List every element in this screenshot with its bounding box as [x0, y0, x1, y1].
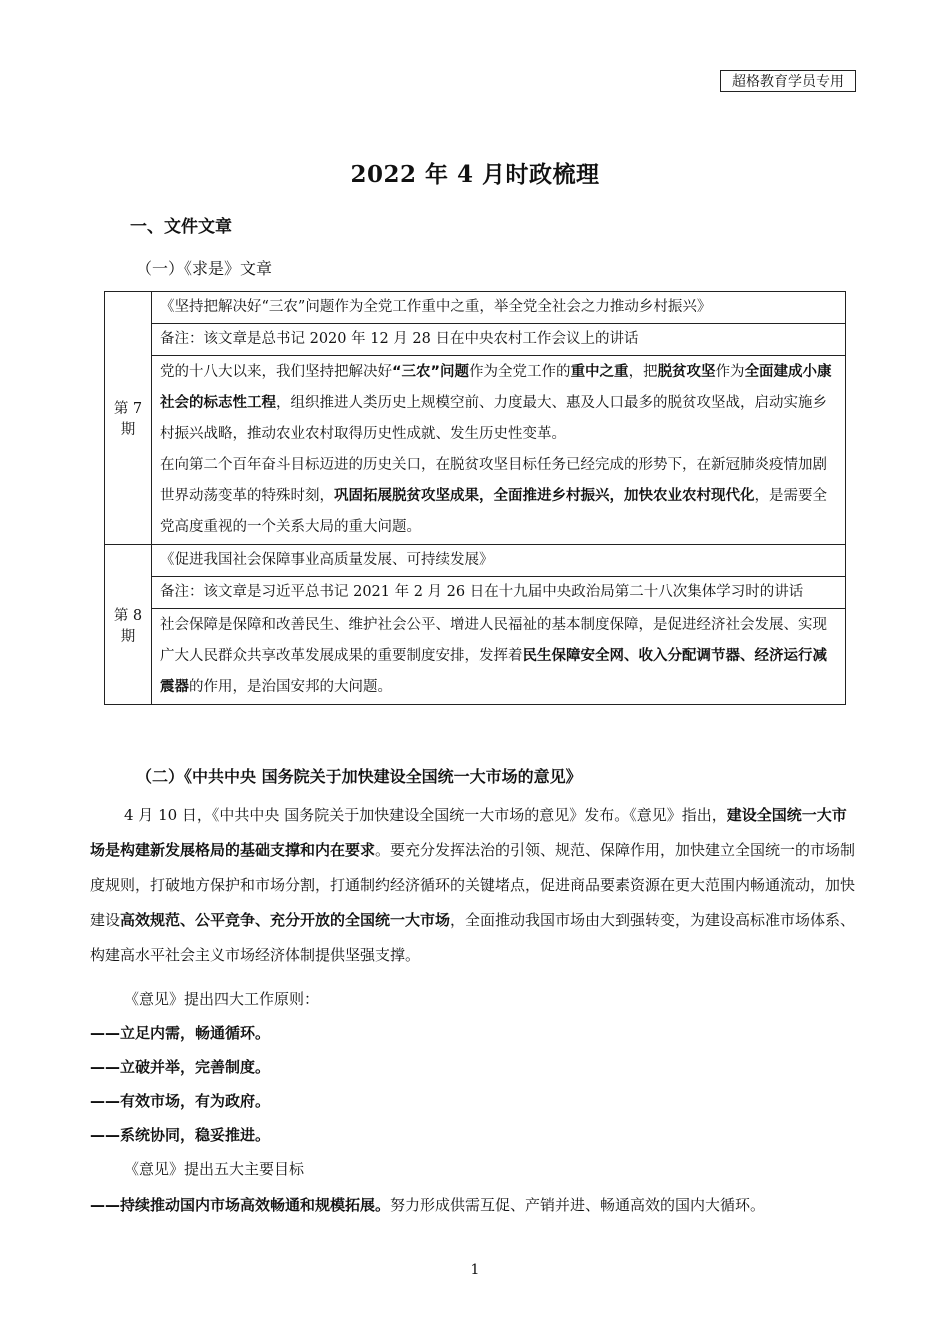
- subsection-heading-qiushi: （一）《求是》文章: [136, 259, 273, 278]
- unified-market-paragraph: 4 月 10 日，《中共中央 国务院关于加快建设全国统一大市场的意见》发布。《意见》指出，建设全国统一大市场是构建新发展格局的基础支撑和内在要求。要充分发挥法治的引领、规范、保障作用，加快建立全国统一的市场制度规则，打破地方保护和市场分割，打通制约经济循环的关键堵点，促进商品要素资源在更大范围内畅通流动，加快建设高效规范、公平竞争、充分开放的全国统一大市场，全面推动我国市场由大到强转变，为建设高标准市场体系、构建高水平社会主义市场经济体制提供坚强支撑。: [90, 806, 856, 964]
- issue-7-paragraph-2: 在向第二个百年奋斗目标迈进的历史关口，在脱贫攻坚目标任务已经完成的形势下，在新冠肺炎疫情加剧世界动荡变革的特殊时刻，巩固拓展脱贫攻坚成果，全面推进乡村振兴，加快农业农村现代化，是需要全党高度重视的一个关系大局的重大问题。: [160, 457, 827, 535]
- principle-item: ——立破并举，完善制度。: [90, 1058, 271, 1076]
- principles-intro: 《意见》提出四大工作原则：: [124, 990, 320, 1008]
- goals-intro: 《意见》提出五大主要目标: [124, 1160, 305, 1178]
- header-stamp: 超格教育学员专用: [720, 70, 856, 92]
- issue-8-content: [152, 609, 846, 705]
- section-heading-documents: 一、文件文章: [130, 217, 232, 237]
- table-row: [105, 545, 846, 577]
- issue-8-label: 第 8 期: [105, 545, 152, 705]
- principle-item: ——立足内需，畅通循环。: [90, 1024, 271, 1042]
- qiushi-articles-table: [104, 291, 846, 705]
- table-row: [105, 609, 846, 705]
- goal-item: ——持续推动国内市场高效畅通和规模拓展。努力形成供需互促、产销并进、畅通高效的国内大循环。: [90, 1196, 766, 1214]
- issue-7-paragraph-1: 党的十八大以来，我们坚持把解决好“三农”问题作为全党工作的重中之重，把脱贫攻坚作为全面建成小康社会的标志性工程，组织推进人类历史上规模空前、力度最大、惠及人口最多的脱贫攻坚战，启动实施乡村振兴战略，推动农业农村取得历史性成就、发生历史性变革。: [160, 364, 832, 442]
- subsection-heading-unified-market: （二）《中共中央 国务院关于加快建设全国统一大市场的意见》: [136, 767, 582, 786]
- table-row: [105, 292, 846, 324]
- principle-item: ——有效市场，有为政府。: [90, 1092, 271, 1110]
- issue-8-paragraph-1: 社会保障是保障和改善民生、维护社会公平、增进人民福祉的基本制度保障，是促进经济社会发展、实现广大人民群众共享改革发展成果的重要制度安排，发挥着民生保障安全网、收入分配调节器、经济运行减震器的作用，是治国安邦的大问题。: [160, 617, 827, 695]
- table-row: [105, 324, 846, 356]
- issue-7-note: 备注：该文章是总书记 2020 年 12 月 28 日在中央农村工作会议上的讲话: [152, 324, 846, 356]
- issue-7-article-title: 《坚持把解决好“三农”问题作为全党工作重中之重，举全党全社会之力推动乡村振兴》: [152, 292, 846, 324]
- table-row: [105, 356, 846, 545]
- page-title: 2022 年 4 月时政梳理: [350, 161, 600, 188]
- table-row: [105, 577, 846, 609]
- issue-8-note: 备注：该文章是习近平总书记 2021 年 2 月 26 日在十九届中央政治局第二十八次集体学习时的讲话: [152, 577, 846, 609]
- issue-8-article-title: 《促进我国社会保障事业高质量发展、可持续发展》: [152, 545, 846, 577]
- issue-7-content: [152, 356, 846, 545]
- page-number: 1: [470, 1262, 480, 1278]
- issue-7-label: 第 7 期: [105, 292, 152, 545]
- principle-item: ——系统协同，稳妥推进。: [90, 1126, 271, 1144]
